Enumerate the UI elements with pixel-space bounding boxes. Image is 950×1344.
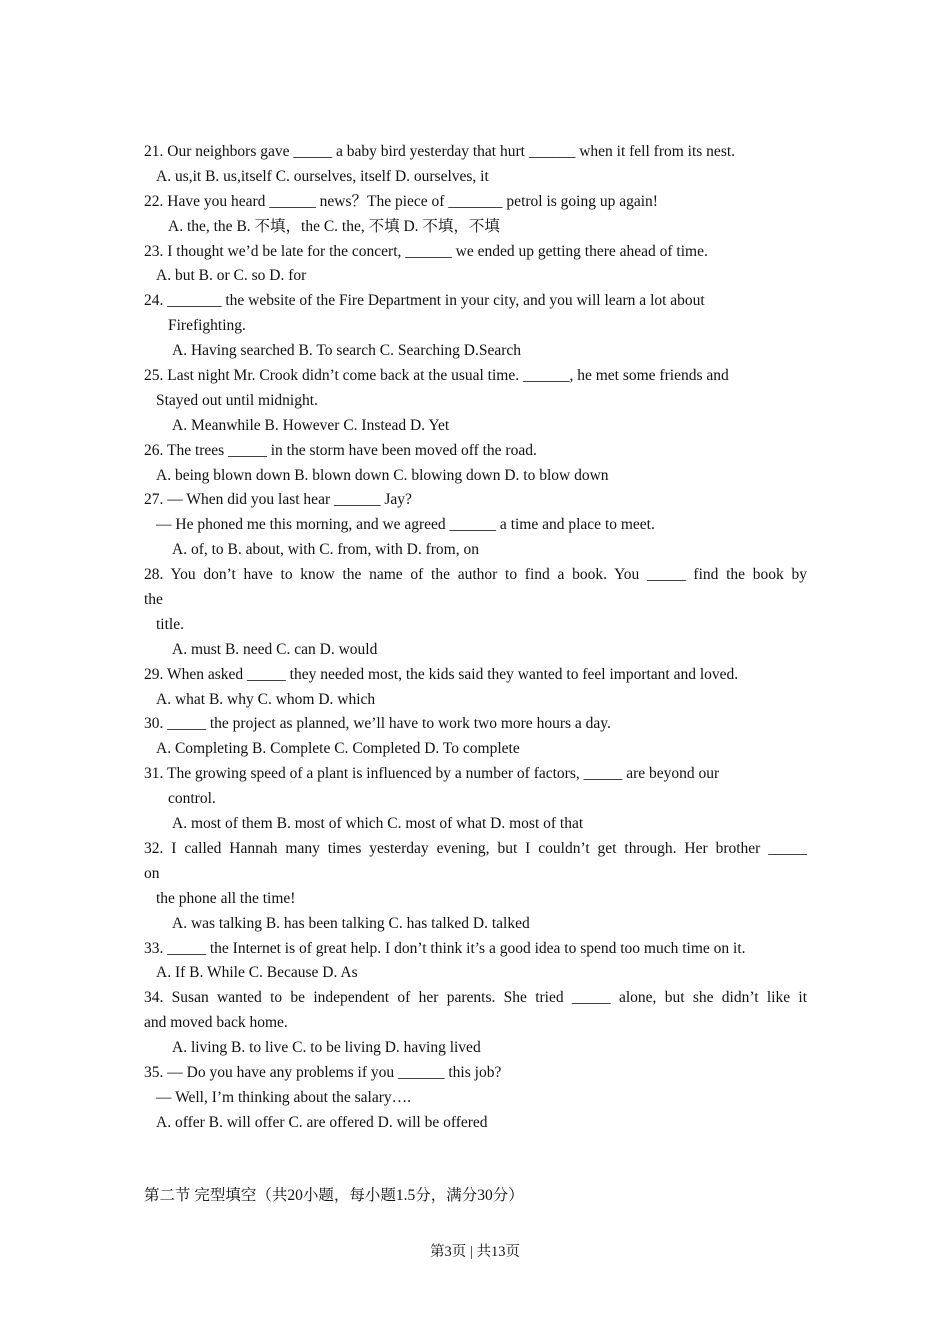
q34-stem: 34. Susan wanted to be independent of her parents. She tried _____ alone, but she didn’t like it [144, 989, 807, 1007]
q31-stem-cont: control. [168, 790, 216, 808]
q28-stem-cont: the [144, 591, 163, 609]
q32-options: A. was talking B. has been talking C. has talked D. talked [172, 914, 530, 932]
q25-stem-cont: Stayed out until midnight. [156, 391, 318, 409]
q27-options: A. of, to B. about, with C. from, with D. from, on [172, 541, 479, 559]
q33-stem: 33. _____ the Internet is of great help. I don’t think it’s a good idea to spend too much time on it. [144, 939, 746, 957]
q31-stem: 31. The growing speed of a plant is influenced by a number of factors, _____ are beyond our [144, 765, 720, 783]
q29-stem: 29. When asked _____ they needed most, the kids said they wanted to feel important and loved. [144, 665, 739, 683]
q28-stem: 28. You don’t have to know the name of the author to find a book. You _____ find the book by [144, 566, 807, 584]
q30-stem: 30. _____ the project as planned, we’ll have to work two more hours a day. [144, 715, 611, 733]
q25-options: A. Meanwhile B. However C. Instead D. Yet [172, 416, 450, 434]
q26-options: A. being blown down B. blown down C. blowing down D. to blow down [156, 466, 609, 484]
q34-stem-cont: and moved back home. [144, 1014, 288, 1032]
q27-stem-cont: — He phoned me this morning, and we agreed ______ a time and place to meet. [156, 516, 655, 534]
q21-stem: 21. Our neighbors gave _____ a baby bird yesterday that hurt ______ when it fell from its nest. [144, 143, 736, 160]
q26-stem: 26. The trees _____ in the storm have been moved off the road. [144, 441, 537, 459]
q28-options: A. must B. need C. can D. would [172, 640, 378, 658]
q33-options: A. If B. While C. Because D. As [156, 964, 358, 982]
q31-options: A. most of them B. most of which C. most of what D. most of that [172, 815, 584, 833]
q24-stem-cont: Firefighting. [168, 317, 246, 335]
q34-options: A. living B. to live C. to be living D. having lived [172, 1039, 481, 1057]
q24-stem: 24. _______ the website of the Fire Department in your city, and you will learn a lot about [144, 292, 705, 310]
q32-stem-cont2: the phone all the time! [156, 889, 296, 907]
q35-options: A. offer B. will offer C. are offered D. will be offered [156, 1113, 488, 1131]
q30-options: A. Completing B. Complete C. Completed D. To complete [156, 740, 520, 758]
q29-options: A. what B. why C. whom D. which [156, 690, 376, 708]
q35-stem: 35. — Do you have any problems if you ______ this job? [144, 1063, 502, 1081]
section-heading: 第二节 完型填空（共20小题，每小题1.5分，满分30分） [144, 1187, 524, 1204]
q32-stem-cont: on [144, 864, 160, 882]
q22-options: A. the, the B. 不填，the C. the, 不填 D. 不填，不填 [168, 217, 500, 235]
q22-stem: 22. Have you heard ______ news？The piece of _______ petrol is going up again! [144, 192, 658, 210]
q24-options: A. Having searched B. To search C. Searching D.Search [172, 342, 521, 360]
q27-stem: 27. — When did you last hear ______ Jay? [144, 491, 412, 509]
page-footer: 第3页 | 共13页 [430, 1244, 520, 1260]
q35-stem-cont: — Well, I’m thinking about the salary…. [156, 1088, 412, 1106]
q23-options: A. but B. or C. so D. for [156, 267, 307, 285]
question-list [144, 140, 807, 1136]
q23-stem: 23. I thought we’d be late for the concert, ______ we ended up getting there ahead of time. [144, 242, 708, 260]
q28-stem-cont2: title. [156, 615, 184, 633]
q21-options: A. us,it B. us,itself C. ourselves, itself D. ourselves, it [156, 167, 489, 185]
q25-stem: 25. Last night Mr. Crook didn’t come back at the usual time. ______, he met some friends and [144, 367, 729, 385]
q32-stem: 32. I called Hannah many times yesterday evening, but I couldn’t get through. Her brother _____ [144, 839, 807, 857]
